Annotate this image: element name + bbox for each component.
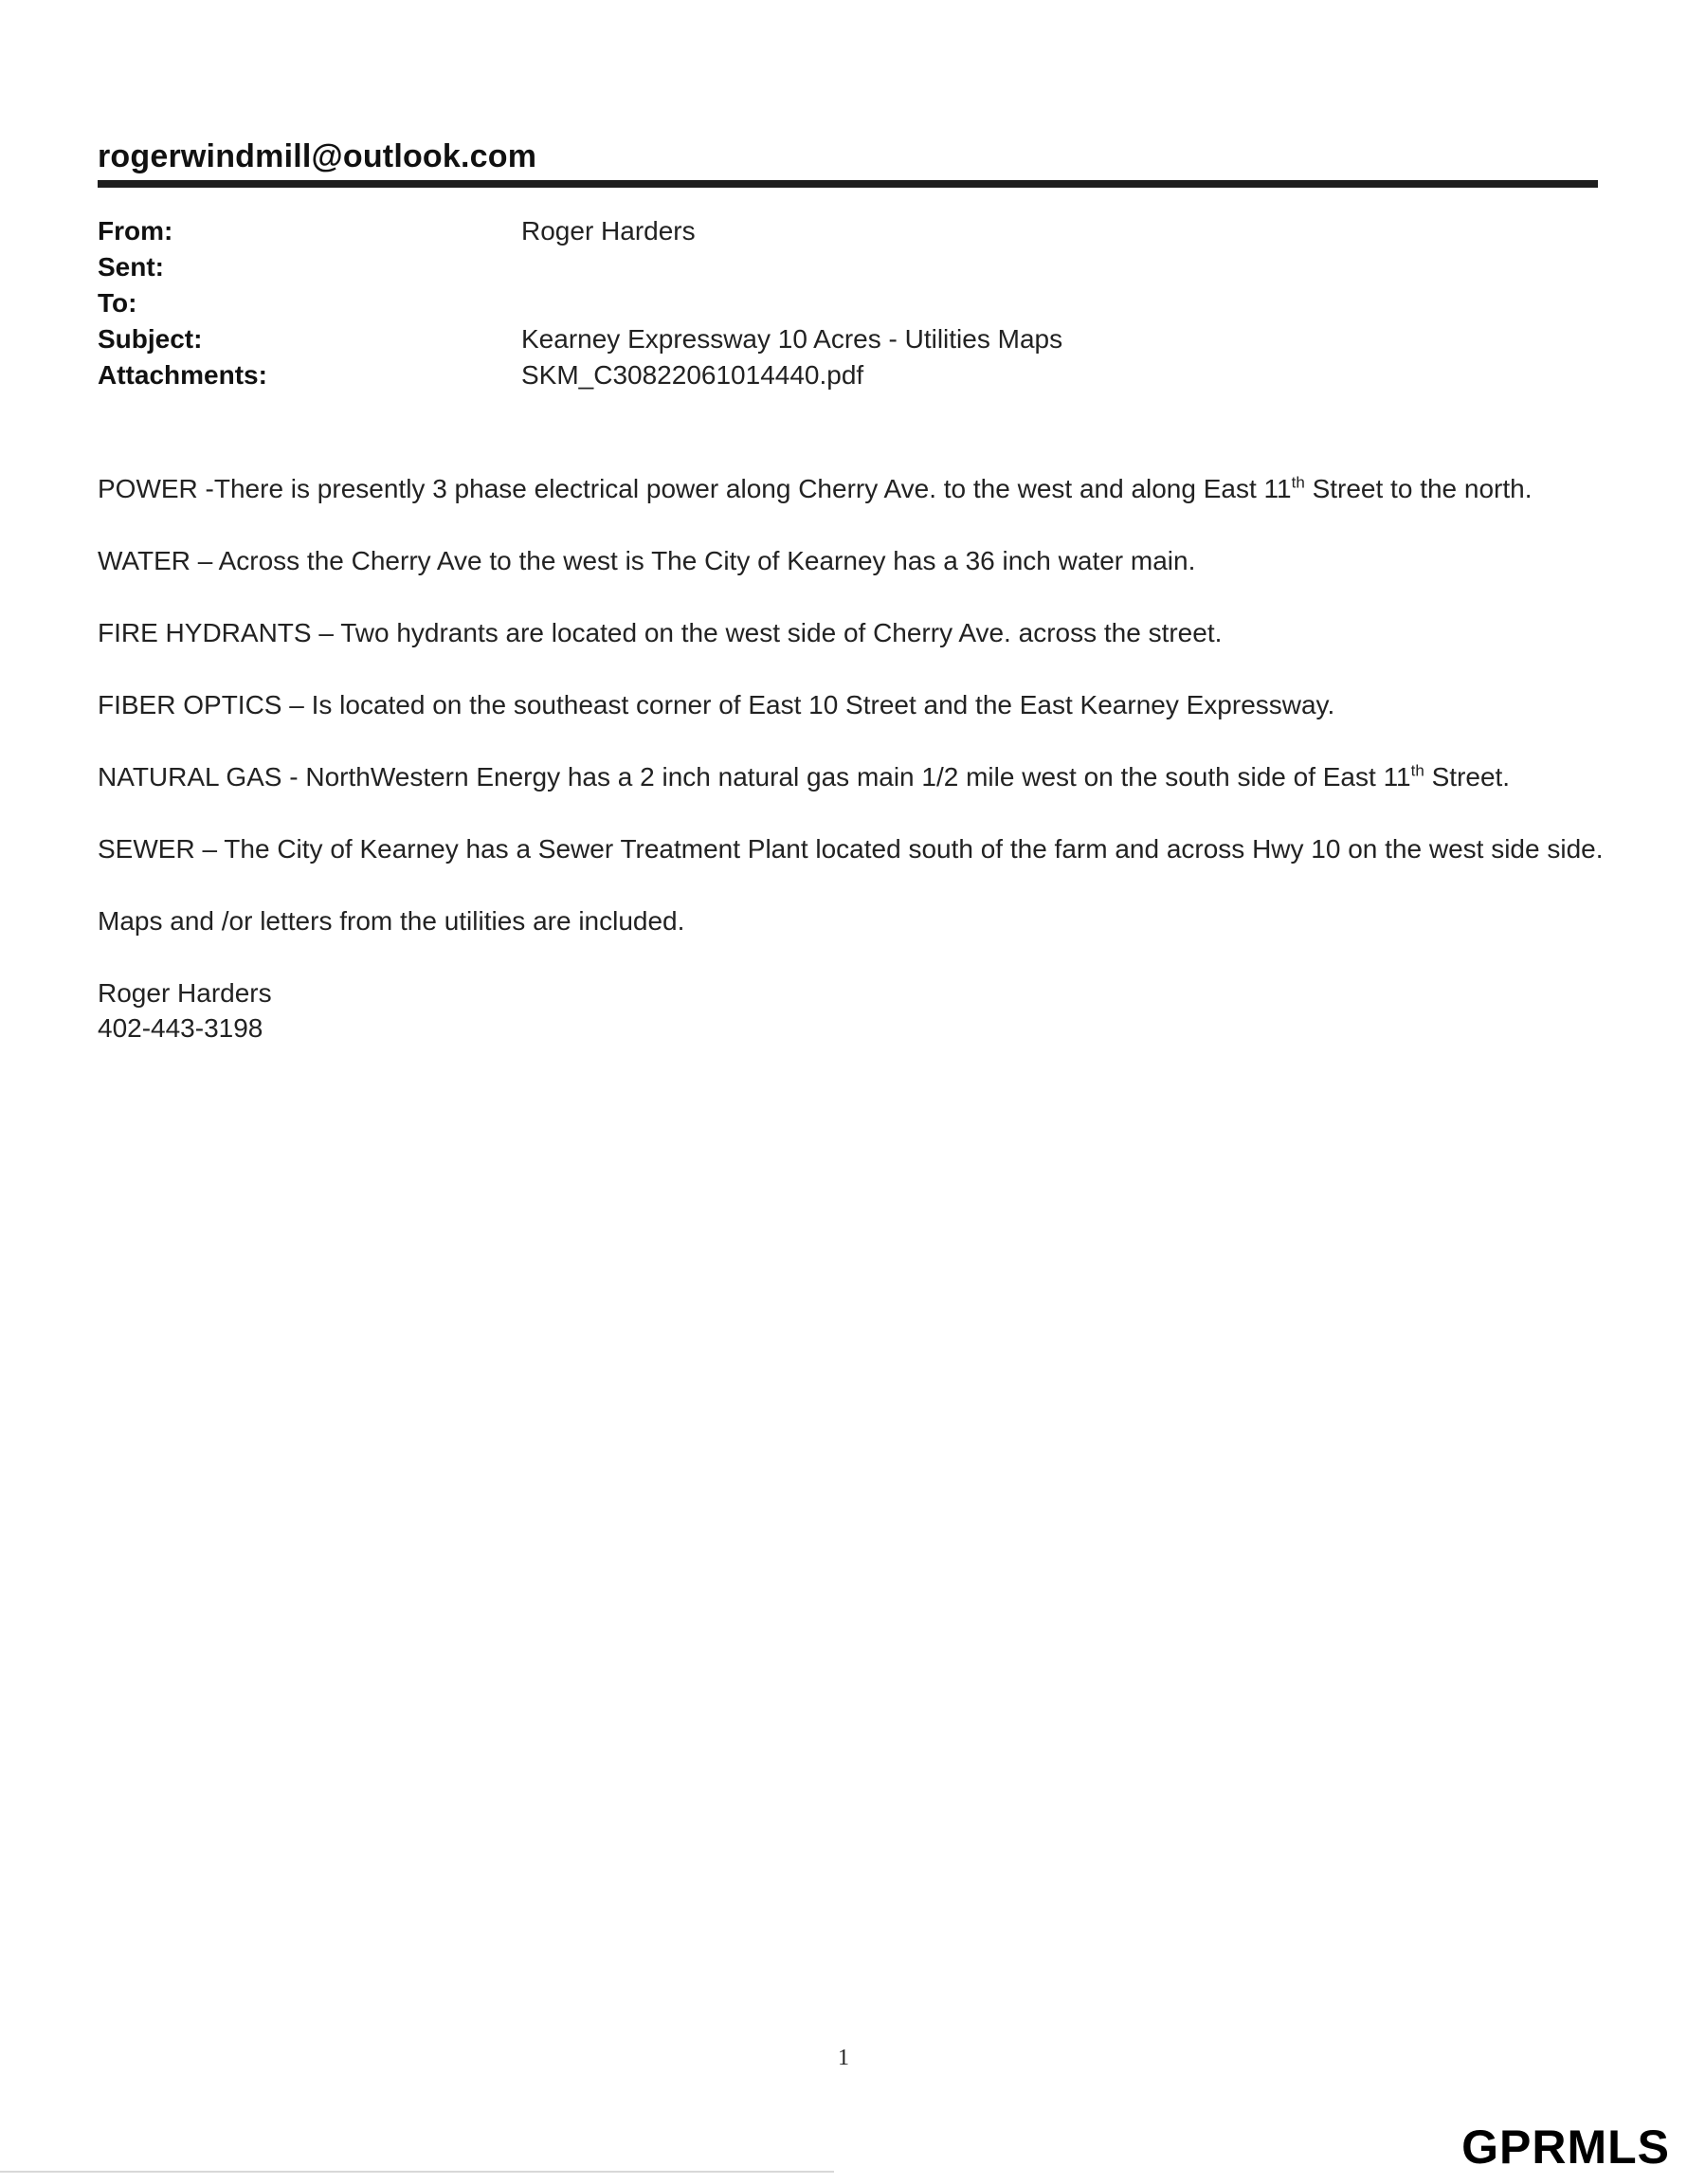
paragraph-fire-hydrants: FIRE HYDRANTS – Two hydrants are located on the west side of Cherry Ave. across the street. (98, 618, 1223, 647)
gprmls-watermark: GPRMLS (1461, 2120, 1670, 2174)
sent-label: Sent: (98, 252, 164, 282)
signature-name: Roger Harders (98, 978, 272, 1008)
gas-text-start: NATURAL GAS - NorthWestern Energy has a 2 inch natural gas main 1/2 mile west on the south side of East 11 (98, 762, 1411, 792)
gas-text-end: Street. (1424, 762, 1511, 792)
attachments-label: Attachments: (98, 360, 267, 390)
signature-phone: 402-443-3198 (98, 1013, 263, 1043)
paragraph-natural-gas (98, 759, 1614, 794)
page-number: 1 (838, 2046, 849, 2070)
from-row (98, 216, 1598, 252)
scan-edge-line (0, 2171, 834, 2173)
sent-row (98, 252, 1598, 288)
paragraph-power (98, 471, 1614, 506)
email-header-fields (98, 216, 1598, 396)
power-superscript: th (1291, 473, 1305, 492)
from-value: Roger Harders (521, 216, 696, 246)
account-email-heading: rogerwindmill@outlook.com (98, 138, 537, 174)
subject-row (98, 324, 1598, 360)
subject-label: Subject: (98, 324, 203, 354)
gas-superscript: th (1410, 761, 1424, 780)
from-label: From: (98, 216, 173, 246)
attachment-file-name: SKM_C30822061014440.pdf (521, 360, 864, 390)
paragraph-sewer: SEWER – The City of Kearney has a Sewer Treatment Plant located south of the farm and across Hwy 10 on the west side side. (98, 834, 1604, 864)
email-body (98, 471, 1614, 1046)
paragraph-maps: Maps and /or letters from the utilities are included. (98, 906, 685, 936)
to-label: To: (98, 288, 137, 318)
paragraph-fiber-optics: FIBER OPTICS – Is located on the southeast corner of East 10 Street and the East Kearney Expressway. (98, 690, 1335, 719)
header-divider (98, 180, 1598, 188)
paragraph-water: WATER – Across the Cherry Ave to the west is The City of Kearney has a 36 inch water main. (98, 546, 1196, 575)
power-text-end: Street to the north. (1304, 474, 1533, 503)
power-text-start: POWER -There is presently 3 phase electrical power along Cherry Ave. to the west and along East 11 (98, 474, 1292, 503)
attachments-row (98, 360, 1598, 396)
to-row (98, 288, 1598, 324)
subject-value: Kearney Expressway 10 Acres - Utilities Maps (521, 324, 1063, 354)
